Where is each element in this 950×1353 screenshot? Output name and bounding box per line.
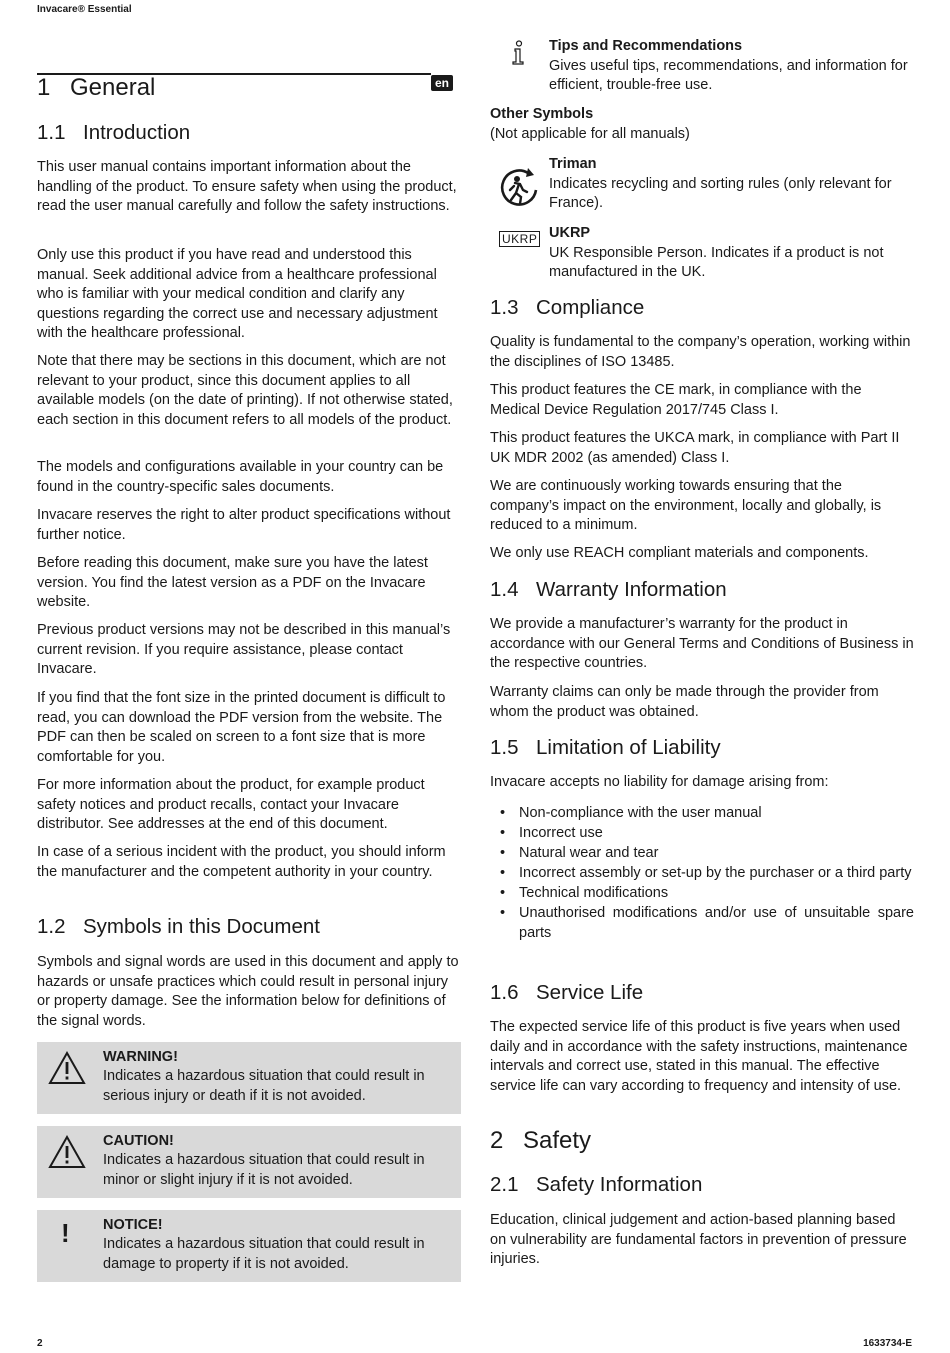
triman-icon bbox=[498, 166, 542, 210]
chapter-heading-general bbox=[37, 74, 155, 102]
section-number: 1.3 bbox=[490, 296, 519, 319]
section-title: Safety Information bbox=[536, 1173, 703, 1196]
paragraph: Symbols and signal words are used in this document and apply to hazards or unsafe practices which could result in personal injury or property damage. See the information below for definitions of the signal words. bbox=[37, 954, 459, 1029]
paragraph: Only use this product if you have read and understood this manual. Seek additional advice from a healthcare professional who is familiar with your medical condition and clarify any questions regarding the correct use and necessary adjustment with the healthcare professional. bbox=[37, 247, 438, 342]
chapter-title: General bbox=[70, 74, 156, 101]
ukrp-icon: UKRP bbox=[499, 231, 540, 247]
paragraph: The expected service life of this product is five years when used daily and in accordance with the safety instructions, maintenance intervals and correct use, stated in this manual. The effective service life can vary according to frequency and intensity of use. bbox=[490, 1019, 908, 1094]
paragraph: This product features the CE mark, in compliance with the Medical Device Regulation 2017/745 Class I. bbox=[490, 382, 862, 418]
warning-triangle-icon bbox=[47, 1134, 87, 1170]
exclamation-icon: ! bbox=[61, 1218, 70, 1248]
paragraph: Previous product versions may not be described in this manual’s current revision. If you require assistance, please contact Invacare. bbox=[37, 622, 451, 678]
section-number: 1.2 bbox=[37, 915, 66, 938]
warning-triangle-icon bbox=[47, 1050, 87, 1086]
paragraph: Education, clinical judgement and action-based planning based on vulnerability are fundamental factors in prevention of pressure injuries. bbox=[490, 1212, 907, 1268]
tips-symbol-entry bbox=[549, 37, 914, 96]
list-item: • Incorrect assembly or set-up by the purchaser or a third party bbox=[490, 863, 914, 883]
liability-list bbox=[490, 803, 914, 943]
section-heading-introduction bbox=[37, 121, 190, 145]
section-number: 1.6 bbox=[490, 981, 519, 1004]
section-title: Warranty Information bbox=[536, 578, 727, 601]
ukrp-symbol-entry bbox=[549, 224, 914, 283]
section-title: Symbols in this Document bbox=[83, 915, 320, 938]
list-item: • Unauthorised modifications and/or use of unsuitable spare parts bbox=[490, 903, 914, 943]
caution-title: CAUTION! bbox=[103, 1133, 174, 1149]
paragraph: Quality is fundamental to the company’s operation, working within the disciplines of ISO 13485. bbox=[490, 334, 911, 370]
tips-title: Tips and Recommendations bbox=[549, 38, 743, 54]
ukrp-text: UK Responsible Person. Indicates if a product is not manufactured in the UK. bbox=[549, 244, 884, 281]
list-item: • Incorrect use bbox=[490, 823, 914, 843]
warning-box bbox=[37, 1042, 461, 1114]
notice-box bbox=[37, 1210, 461, 1282]
paragraph: The models and configurations available in your country can be found in the country-specific sales documents. bbox=[37, 459, 444, 495]
notice-text: Indicates a hazardous situation that could result in damage to property if it is not avoided. bbox=[103, 1236, 425, 1272]
section-heading-compliance bbox=[490, 296, 644, 320]
list-item: • Non-compliance with the user manual bbox=[490, 803, 914, 823]
section-heading-safety-information bbox=[490, 1173, 702, 1197]
section-number: 1.5 bbox=[490, 736, 519, 759]
section-number: 1.1 bbox=[37, 121, 66, 144]
warning-title: WARNING! bbox=[103, 1049, 178, 1065]
section-title: Limitation of Liability bbox=[536, 736, 721, 759]
section-heading-symbols bbox=[37, 915, 320, 939]
paragraph: If you find that the font size in the printed document is difficult to read, you can download the PDF version from the website. The PDF can then be scaled on screen to a font size that is more comfortable for you. bbox=[37, 690, 446, 765]
list-item: • Natural wear and tear bbox=[490, 843, 914, 863]
section-heading-service-life bbox=[490, 981, 643, 1005]
chapter-title: Safety bbox=[523, 1127, 592, 1154]
chapter-heading-safety bbox=[490, 1127, 591, 1155]
info-icon bbox=[510, 40, 526, 66]
paragraph: This user manual contains important information about the handling of the product. To ensure safety when using the product, read the user manual carefully and follow the safety instructions. bbox=[37, 159, 457, 215]
paragraph: Note that there may be sections in this document, which are not relevant to your product, since this document applies to all available models (on the date of printing). If not otherwise stated, each section in this document refers to all models of the product. bbox=[37, 353, 453, 428]
section-number: 1.4 bbox=[490, 578, 519, 601]
section-number: 2.1 bbox=[490, 1173, 519, 1196]
paragraph: We provide a manufacturer’s warranty for the product in accordance with our General Terms and Conditions of Business in the respective countries. bbox=[490, 616, 914, 672]
paragraph: For more information about the product, for example product safety notices and product recalls, contact your Invacare distributor. See addresses at the end of this document. bbox=[37, 777, 425, 833]
document-number: 1633734-E bbox=[863, 1338, 912, 1349]
list-item: • Technical modifications bbox=[490, 883, 914, 903]
paragraph: Warranty claims can only be made through the provider from whom the product was obtained. bbox=[490, 684, 879, 720]
paragraph: Invacare reserves the right to alter product specifications without further notice. bbox=[37, 507, 451, 543]
section-heading-warranty bbox=[490, 578, 727, 602]
ukrp-title: UKRP bbox=[549, 225, 591, 241]
other-symbols-note: (Not applicable for all manuals) bbox=[490, 126, 690, 142]
paragraph: We only use REACH compliant materials and components. bbox=[490, 545, 869, 561]
other-symbols-label: Other Symbols bbox=[490, 106, 594, 122]
caution-text: Indicates a hazardous situation that could result in minor or slight injury if it is not avoided. bbox=[103, 1152, 425, 1188]
chapter-number: 2 bbox=[490, 1127, 504, 1154]
section-title: Introduction bbox=[83, 121, 191, 144]
section-heading-liability bbox=[490, 736, 721, 760]
triman-symbol-entry bbox=[549, 155, 914, 214]
triman-text: Indicates recycling and sorting rules (only relevant for France). bbox=[549, 175, 892, 212]
section-title: Compliance bbox=[536, 296, 645, 319]
triman-title: Triman bbox=[549, 156, 597, 172]
running-header: Invacare® Essential bbox=[37, 4, 132, 15]
notice-title: NOTICE! bbox=[103, 1217, 163, 1233]
warning-text: Indicates a hazardous situation that could result in serious injury or death if it is not avoided. bbox=[103, 1068, 425, 1104]
section-title: Service Life bbox=[536, 981, 644, 1004]
paragraph: In case of a serious incident with the product, you should inform the manufacturer and the competent authority in your country. bbox=[37, 844, 446, 880]
chapter-number: 1 bbox=[37, 74, 51, 101]
page-number: 2 bbox=[37, 1338, 43, 1349]
paragraph: Invacare accepts no liability for damage arising from: bbox=[490, 774, 829, 790]
caution-box bbox=[37, 1126, 461, 1198]
paragraph: Before reading this document, make sure you have the latest version. You find the latest version as a PDF on the Invacare website. bbox=[37, 555, 428, 611]
tips-text: Gives useful tips, recommendations, and information for efficient, trouble-free use. bbox=[549, 57, 908, 94]
language-tab: en bbox=[431, 75, 453, 91]
paragraph: We are continuously working towards ensuring that the company’s impact on the environment, locally and globally, is reduced to a minimum. bbox=[490, 478, 882, 534]
paragraph: This product features the UKCA mark, in compliance with Part II UK MDR 2002 (as amended) Class I. bbox=[490, 430, 900, 466]
